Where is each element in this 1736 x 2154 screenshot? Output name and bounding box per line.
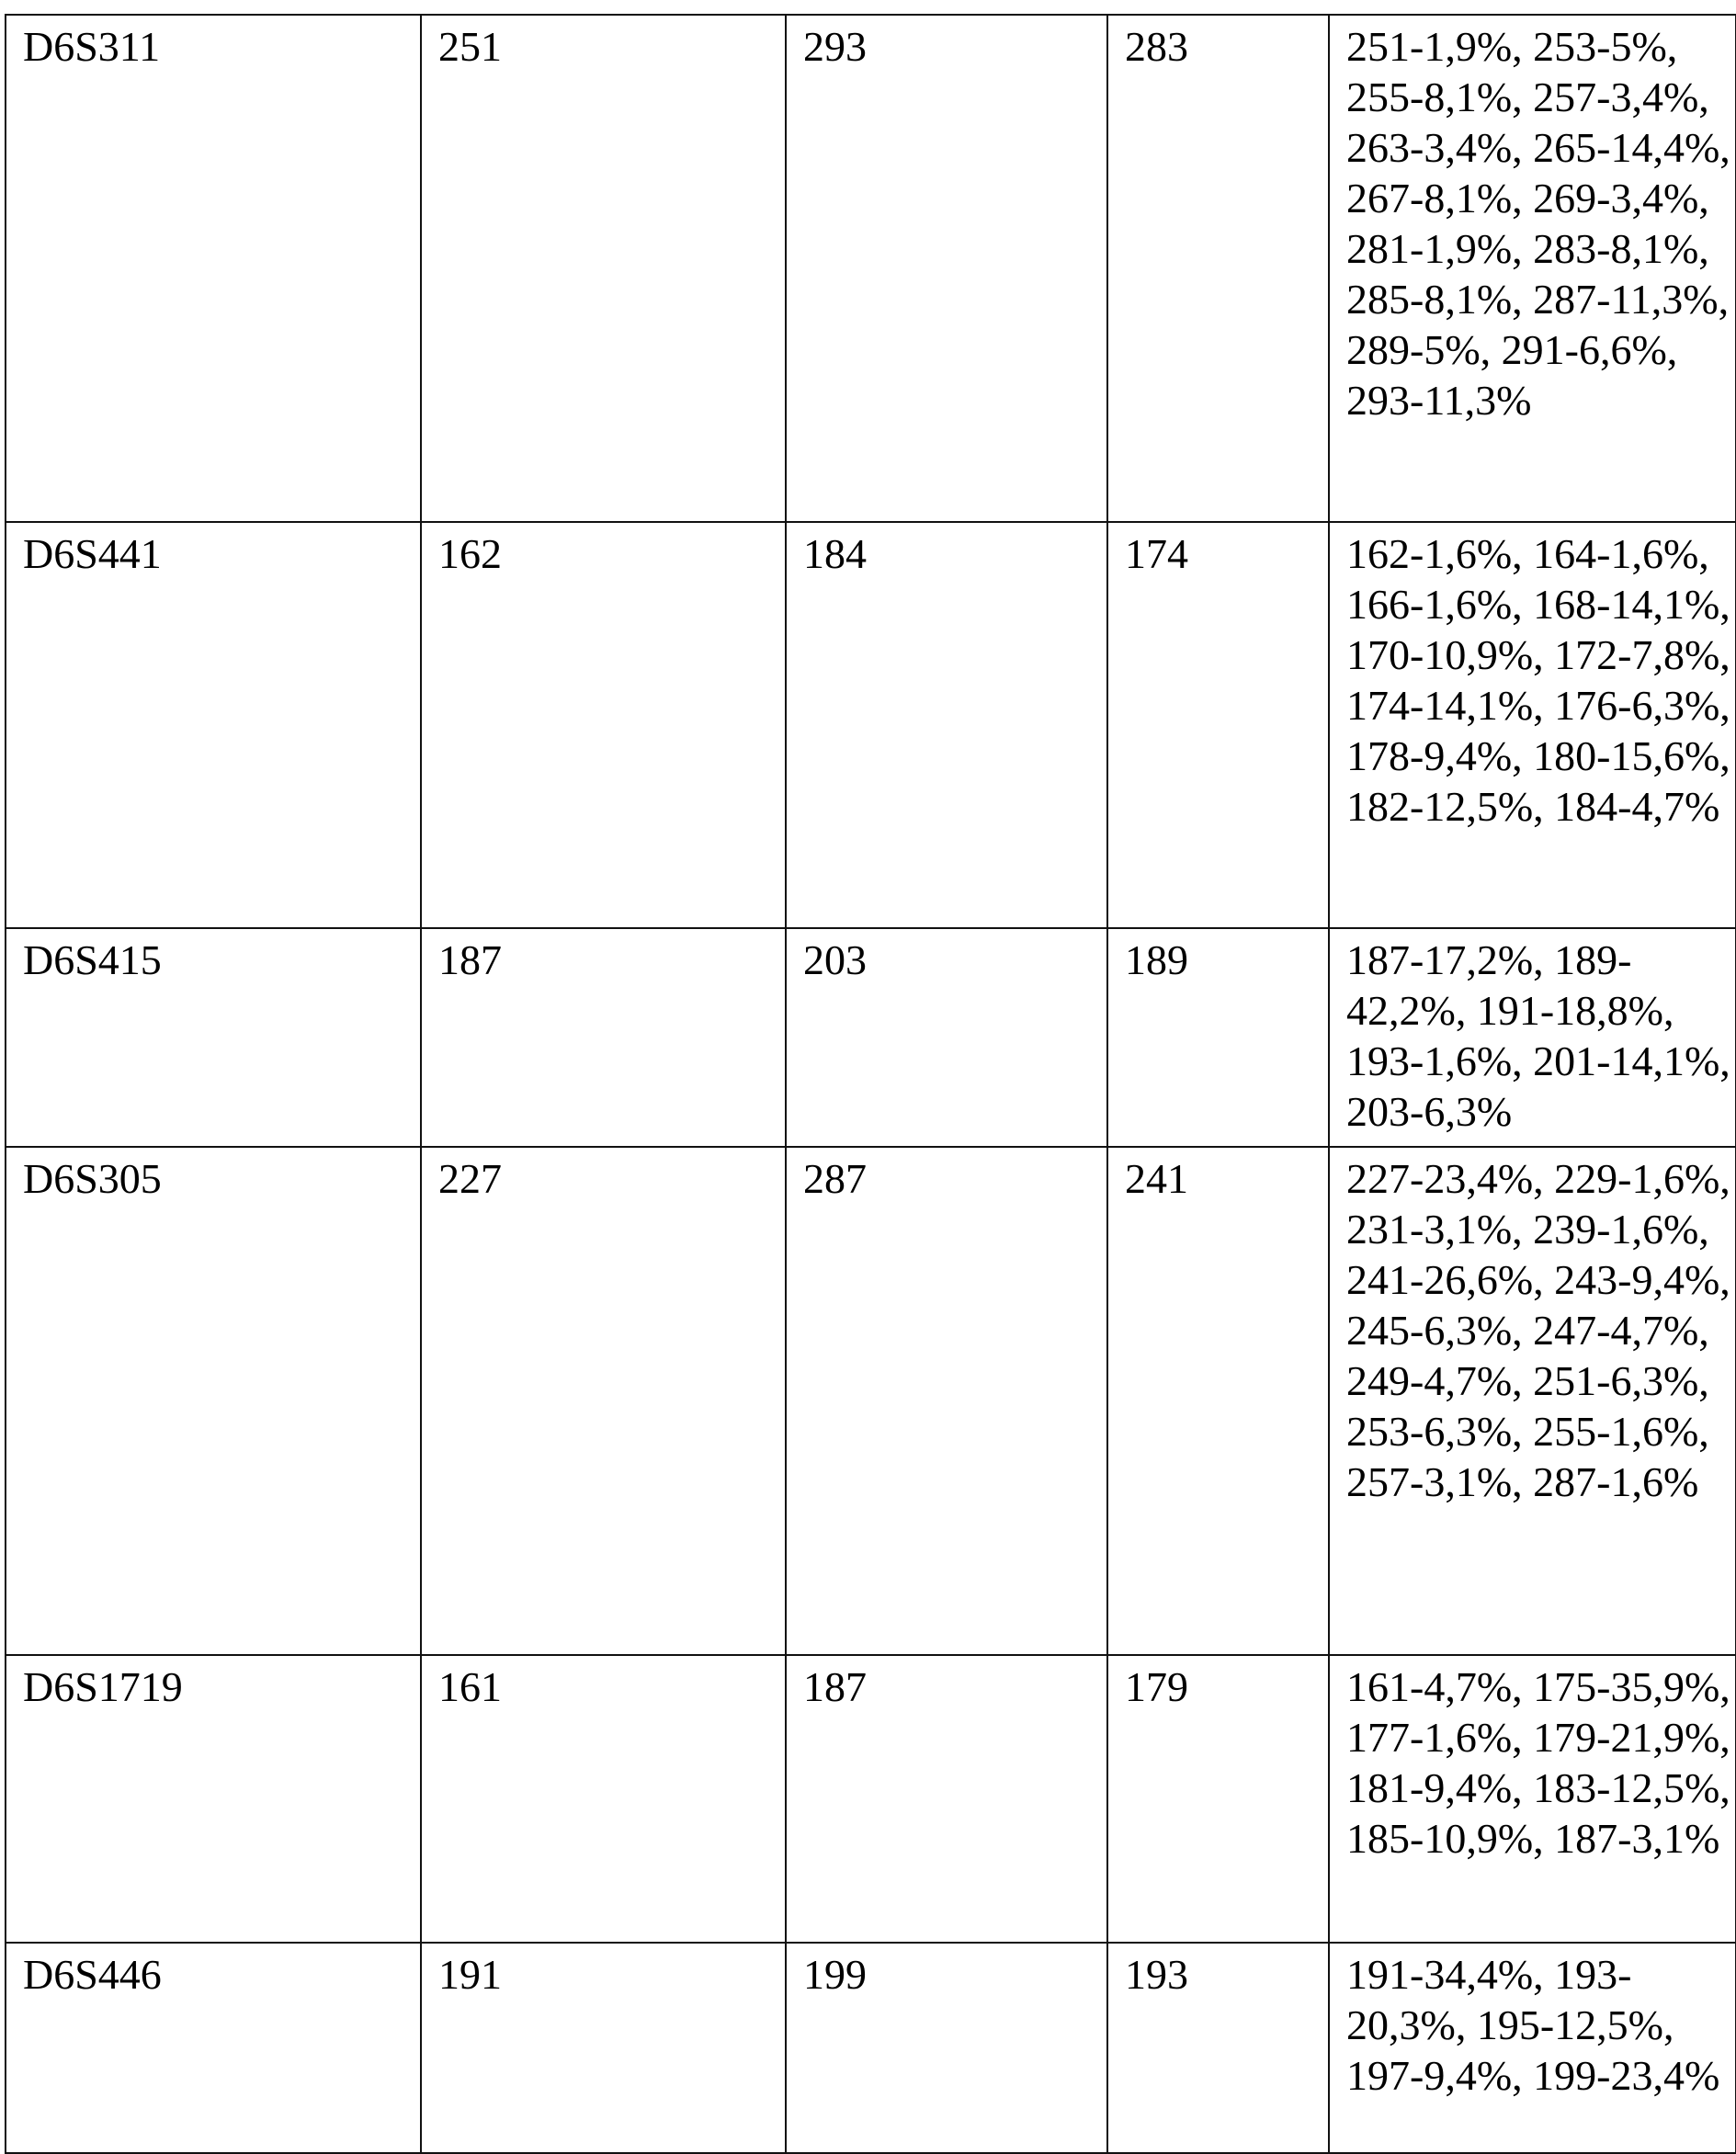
table-row: [6, 928, 1736, 1147]
min-allele-cell: 162: [421, 522, 786, 928]
mode-allele-cell: 241: [1107, 1147, 1329, 1655]
mode-allele-cell: 179: [1107, 1655, 1329, 1943]
mode-allele-cell: 174: [1107, 522, 1329, 928]
marker-cell: D6S441: [6, 522, 421, 928]
table-row: [6, 15, 1736, 522]
table-row: [6, 522, 1736, 928]
marker-cell: D6S415: [6, 928, 421, 1147]
min-allele-cell: 161: [421, 1655, 786, 1943]
marker-cell: D6S311: [6, 15, 421, 522]
mode-allele-cell: 189: [1107, 928, 1329, 1147]
max-allele-cell: 184: [786, 522, 1107, 928]
max-allele-cell: 203: [786, 928, 1107, 1147]
max-allele-cell: 293: [786, 15, 1107, 522]
frequency-cell: 187-17,2%, 189-42,2%, 191-18,8%, 193-1,6%, 201-14,1%, 203-6,3%: [1329, 928, 1736, 1147]
table-row: [6, 1655, 1736, 1943]
marker-cell: D6S1719: [6, 1655, 421, 1943]
min-allele-cell: 187: [421, 928, 786, 1147]
table-row: [6, 1943, 1736, 2153]
table-row: [6, 1147, 1736, 1655]
allele-frequency-table: [5, 14, 1736, 2154]
max-allele-cell: 287: [786, 1147, 1107, 1655]
min-allele-cell: 191: [421, 1943, 786, 2153]
max-allele-cell: 187: [786, 1655, 1107, 1943]
mode-allele-cell: 193: [1107, 1943, 1329, 2153]
frequency-cell: 162-1,6%, 164-1,6%, 166-1,6%, 168-14,1%, 170-10,9%, 172-7,8%, 174-14,1%, 176-6,3%, 178-9,4%, 180-15,6%, 182-12,5%, 184-4,7%: [1329, 522, 1736, 928]
max-allele-cell: 199: [786, 1943, 1107, 2153]
min-allele-cell: 227: [421, 1147, 786, 1655]
mode-allele-cell: 283: [1107, 15, 1329, 522]
frequency-cell: 161-4,7%, 175-35,9%, 177-1,6%, 179-21,9%, 181-9,4%, 183-12,5%, 185-10,9%, 187-3,1%: [1329, 1655, 1736, 1943]
frequency-cell: 251-1,9%, 253-5%, 255-8,1%, 257-3,4%, 263-3,4%, 265-14,4%, 267-8,1%, 269-3,4%, 281-1,9%, 283-8,1%, 285-8,1%, 287-11,3%, 289-5%, 291-6,6%, 293-11,3%: [1329, 15, 1736, 522]
marker-cell: D6S305: [6, 1147, 421, 1655]
marker-cell: D6S446: [6, 1943, 421, 2153]
frequency-cell: 191-34,4%, 193-20,3%, 195-12,5%, 197-9,4%, 199-23,4%: [1329, 1943, 1736, 2153]
min-allele-cell: 251: [421, 15, 786, 522]
frequency-cell: 227-23,4%, 229-1,6%, 231-3,1%, 239-1,6%, 241-26,6%, 243-9,4%, 245-6,3%, 247-4,7%, 249-4,7%, 251-6,3%, 253-6,3%, 255-1,6%, 257-3,1%, 287-1,6%: [1329, 1147, 1736, 1655]
